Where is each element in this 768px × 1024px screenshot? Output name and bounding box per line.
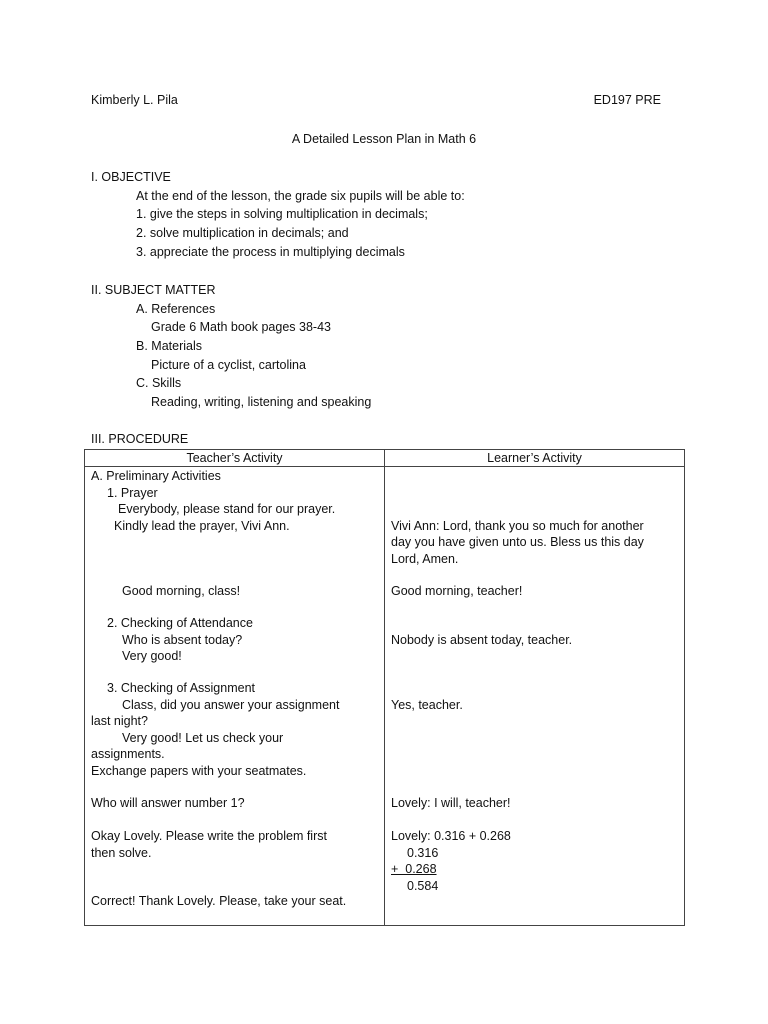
subject-section-content: Picture of a cyclist, cartolina [151,357,306,372]
teacher-line: Kindly lead the prayer, Vivi Ann. [114,518,290,533]
learner-line: Good morning, teacher! [391,584,523,598]
subject-section-label: C. Skills [136,376,182,391]
subject-matter-section [91,281,371,412]
author-name: Kimberly L. Pila [91,93,178,107]
course-code: ED197 PRE [593,93,661,107]
procedure-heading: III. PROCEDURE [91,432,189,446]
teacher-line: Who will answer number 1? [91,796,245,810]
subject-section-content: Reading, writing, listening and speaking [151,395,372,410]
attendance-label: 2. Checking of Attendance [107,616,253,630]
teacher-line: Class, did you answer your assignment [122,697,340,712]
learner-line: Vivi Ann: Lord, thank you so much for another [391,518,644,533]
teacher-line: last night? [91,714,148,728]
objective-intro: At the end of the lesson, the grade six pupils will be able to: [136,188,465,203]
assignment-label: 3. Checking of Assignment [107,681,255,695]
objective-item: 2. solve multiplication in decimals; and [136,226,349,241]
teacher-line: Okay Lovely. Please write the problem first [91,829,327,843]
teacher-line: Very good! [122,649,182,663]
teacher-line: Correct! Thank Lovely. Please, take your seat. [91,894,347,908]
learner-line: Nobody is absent today, teacher. [391,632,573,647]
teacher-line: Who is absent today? [122,632,243,647]
document-title: A Detailed Lesson Plan in Math 6 [291,132,477,146]
addend-line: 0.316 [407,845,439,860]
learner-line: Lovely: I will, teacher! [391,796,511,810]
teacher-line: Everybody, please stand for our prayer. [118,502,336,516]
subject-section-label: A. References [136,301,216,316]
learner-line: day you have given unto us. Bless us this day [391,535,644,549]
preliminary-activities-label: A. Preliminary Activities [91,469,221,483]
teacher-line: Exchange papers with your seatmates. [91,763,307,778]
objective-heading: I. OBJECTIVE [91,170,171,184]
addend-line-underlined: + 0.268 [391,862,437,876]
teacher-line: assignments. [91,747,165,761]
subject-section-label: B. Materials [136,339,202,354]
learner-activity-header: Learner’s Activity [385,450,685,467]
objective-section [91,168,465,261]
learner-line: Lovely: 0.316 + 0.268 [391,829,511,843]
subject-matter-heading: II. SUBJECT MATTER [91,283,216,297]
subject-section-content: Grade 6 Math book pages 38-43 [151,320,331,335]
teacher-activity-cell [85,467,385,926]
teacher-line: Good morning, class! [122,584,241,598]
objective-item: 3. appreciate the process in multiplying decimals [136,244,405,259]
objective-item: 1. give the steps in solving multiplication in decimals; [136,207,428,222]
sum-line: 0.584 [407,878,439,893]
teacher-line: Very good! Let us check your [122,730,284,745]
teacher-activity-header: Teacher’s Activity [85,450,385,467]
learner-line: Lord, Amen. [391,551,459,566]
procedure-table [84,449,685,926]
teacher-line: then solve. [91,845,152,860]
learner-line: Yes, teacher. [391,697,463,712]
prayer-label: 1. Prayer [107,485,158,500]
learner-activity-cell [385,467,685,926]
